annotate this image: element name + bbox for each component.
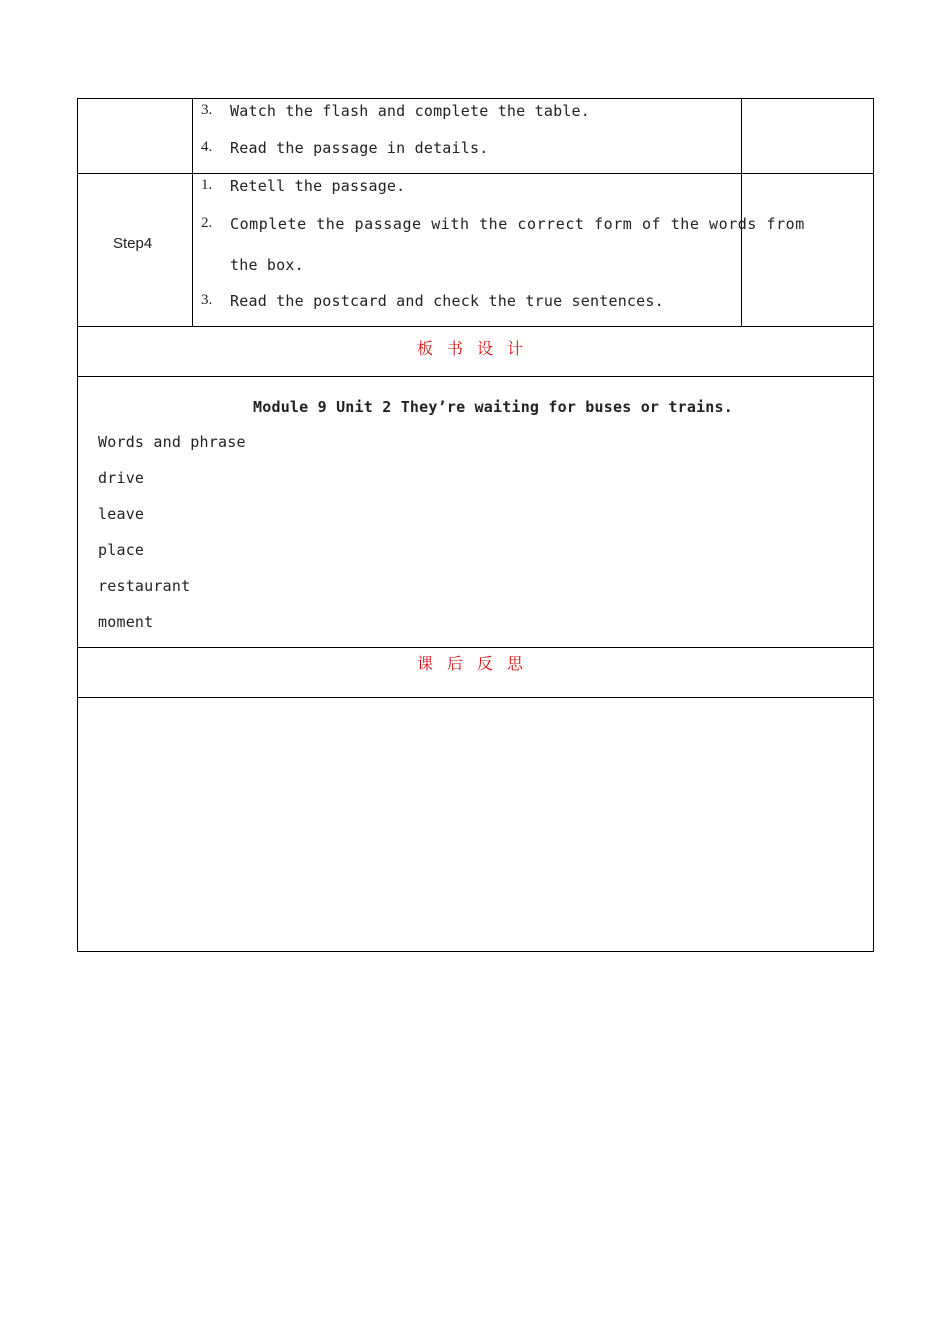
board-line: Words and phrase bbox=[98, 433, 246, 451]
table-border-top bbox=[77, 98, 874, 99]
list-number: 4. bbox=[201, 139, 213, 155]
list-number: 2. bbox=[201, 215, 213, 231]
table-border-bottom bbox=[77, 951, 874, 952]
list-item-continuation: the box. bbox=[230, 256, 304, 274]
board-line: drive bbox=[98, 469, 145, 487]
board-line: restaurant bbox=[98, 577, 191, 595]
list-number: 3. bbox=[201, 102, 213, 118]
table-divider-reflection-heading bbox=[77, 647, 874, 648]
board-design-heading: 板书设计 bbox=[417, 339, 538, 358]
table-column-divider-1 bbox=[192, 98, 193, 327]
reflection-area bbox=[78, 698, 873, 951]
board-line: place bbox=[98, 541, 145, 559]
list-item-text: Read the postcard and check the true sentences. bbox=[230, 292, 664, 310]
table-divider-board-heading bbox=[77, 326, 874, 327]
table-border-right bbox=[873, 98, 874, 952]
list-item-text: Retell the passage. bbox=[230, 177, 406, 195]
table-divider-board bbox=[77, 376, 874, 377]
board-line: leave bbox=[98, 505, 145, 523]
list-item-text: Complete the passage with the correct form of the words from bbox=[230, 215, 805, 233]
reflection-heading: 课后反思 bbox=[417, 654, 538, 673]
list-number: 1. bbox=[201, 177, 213, 193]
step-label: Step4 bbox=[113, 235, 153, 252]
table-divider-step4 bbox=[77, 173, 874, 174]
board-title: Module 9 Unit 2 They’re waiting for buses or trains. bbox=[253, 398, 733, 416]
list-number: 3. bbox=[201, 292, 213, 308]
list-item-text: Watch the flash and complete the table. bbox=[230, 102, 590, 120]
board-line: moment bbox=[98, 613, 154, 631]
list-item-text: Read the passage in details. bbox=[230, 139, 489, 157]
table-column-divider-2 bbox=[741, 98, 742, 327]
